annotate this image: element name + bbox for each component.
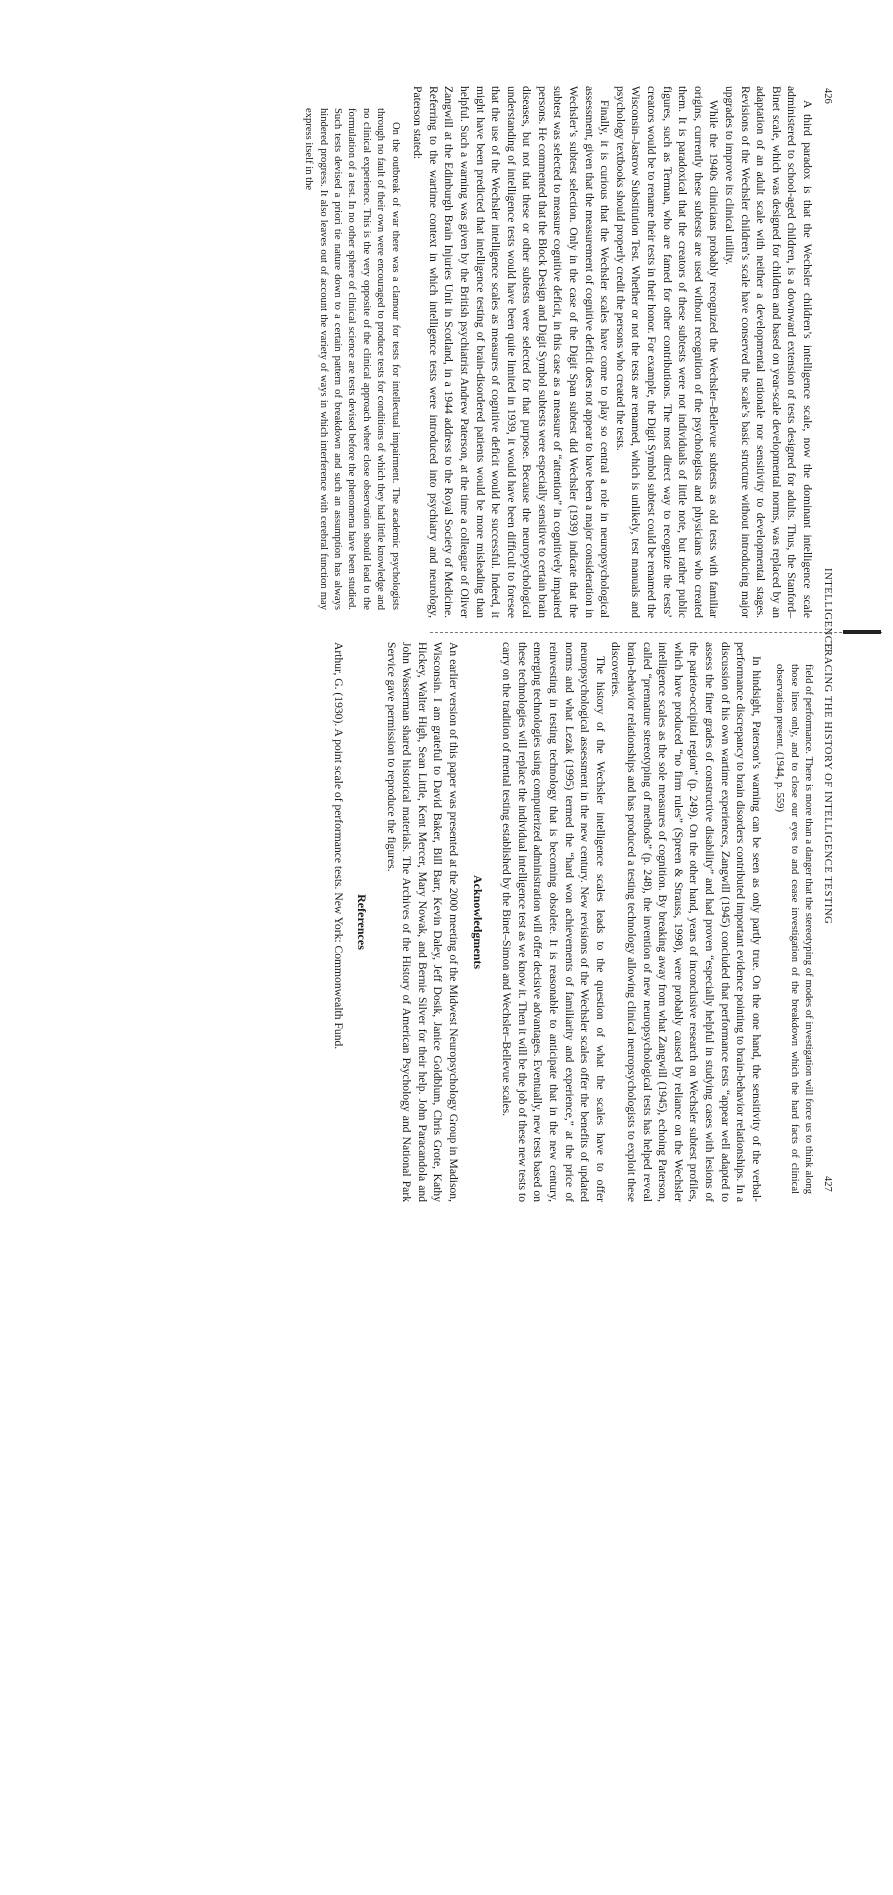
reference-item: Arthur, G. (1930). A point scale of performance tests. New York: Commonwealth Fund. (331, 642, 345, 1050)
quote-paragraph: On the outbreak of war there was a clamour for tests for intellectual impairment. The academic psychologists through no fault of their own were encouraged to produce tests for conditions of which they had little knowledge and no clinical experience. This is the very opposite of the clinical approach where close observation should lead to the formulation of a test. In no other sphere of clinical science are tests devised before the phenomena have been studied. Such tests devised a priori tie nature down to a certain pattern of breakdown and such an assumption has always hindered progress. It also leaves out of account the variety of ways in which interference with cerebral function may express itself in the (303, 108, 401, 610)
right-body-text (330, 642, 815, 1202)
gutter-mark (843, 630, 881, 634)
right-page-number: 427 (822, 1176, 833, 1192)
quote-continuation: field of performance. There is more than a danger that the stereotyping of modes of investigation will force us to think along those lines only, and to close our eyes to and cease investigation of the breakdown which the hard facts of clinical observation present. (1944, p. 559) (774, 664, 814, 1194)
paterson-block-quote (301, 108, 402, 610)
left-paragraph-1: A third paradox is that the Wechsler children’s intelligence scale, now the dominant intelligence scale administered to school-aged children, is a downward extension of tests designed for adults. Thus, the Stanford–Binet scale, which was designed for children and based on year-scale developmental norms, was replaced by an adaptation of an adult scale with neither a developmental rationale nor sensitivity to developmental stages. Revisions of the Wechsler children’s scale have conserved the scale’s basic structure without introducing major upgrades to improve its clinical utility. (723, 86, 814, 618)
quote-continuation-block (772, 664, 815, 1194)
acknowledgments-text: An earlier version of this paper was presented at the 2000 meeting of the Midwest Neuropsychology Group in Madison, Wisconsin. I am grateful to David Baker, Bill Barr, Kevin Daley, Jeff Dosik, Janice Goldblum, Chris Grote, Kathy Hickey, Walter High, Sean Little, Kent Mercer, Mary Nowak, and Bernie Silver for their help. John Paracandola and John Wasserman shared historical materials. The Archives of the History of American Psychology and National Park Service gave permission to reproduce the figures. (384, 642, 461, 1202)
left-body-text (293, 86, 815, 618)
page-gutter-line (430, 632, 882, 633)
right-paragraph-2: The history of the Wechsler intelligence scales leads to the question of what the scales have to offer neuropsychological assessment in the new century. New revisions of the Wechsler scales offer the benefits of updated norms and what Lezak (1995) termed the “hard won achievements of familiarity and experience,” at the price of reinvesting in testing technology that is becoming obsolete. It is reasonable to anticipate that in the new century, emerging technologies using computerized administration will offer decisive advantages. Eventually, new tests based on these technologies will replace the individual intelligence test as we know it. Then it will be the job of these new tests to carry on the tradition of mental testing established by the Binet–Simon and Wechsler–Bellevue scales. (500, 642, 607, 1202)
left-running-head: INTELLIGENCE (822, 568, 833, 651)
acknowledgments-heading: Acknowledgments (470, 874, 485, 969)
left-paragraph-3: Finally, it is curious that the Wechsler scales have come to play so central a role in neuropsychological assessment, given that the measurement of cognitive deficit does not appear to have been a major consideration in Wechsler’s subtest selection. Only in the case of the Digit Span subtest did Wechsler (1939) indicate that the subtest was selected to measure cognitive deficit, in this case as a measure of “attention” in cognitively impaired persons. He commented that the Block Design and Digit Symbol subtests were especially sensitive to certain brain diseases, but not that these or other subtests were selected for that purpose. Because the neuropsychological understanding of intelligence tests would have been quite limited in 1939, it would have been difficult to foresee that the use of the Wechsler intelligence scales as measures of cognitive deficit would be successful. Indeed, it might have been predicted that intelligence testing of brain-disordered patients would be more misleading than helpful. Such a warning was given by the British psychiatrist Andrew Paterson, at the time a colleague of Oliver Zangwill at the Edinburgh Brain Injuries Unit in Scotland, in a 1944 address to the Royal Society of Medicine. Referring to the wartime context in which intelligence tests were introduced into psychiatry and neurology, Paterson stated: (411, 86, 612, 618)
left-paragraph-2: While the 1940s clinicians probably recognized the Wechsler–Bellevue subtests as old tests with familiar origins, currently these subtests are used without recognition of the psychologists and physicians who created them. It is paradoxical that the creators of these subtests were not individuals of little note, but rather public figures, such as Terman, who are famed for other contributions. The most direct way to recognize the tests’ creators would be to rename their tests in their honor. For example, the Digit Symbol subtest could be renamed the Wisconsin–Jastrow Substitution Test. Whether or not the tests are renamed, which is unlikely, test manuals and psychology textbooks should properly credit the persons who created the tests. (613, 86, 721, 618)
right-page (0, 632, 893, 1895)
right-running-head: TRACING THE HISTORY OF INTELLIGENCE TESTING (822, 642, 833, 925)
right-paragraph-1: In hindsight, Paterson’s warning can be seen as only partly true. On the one hand, the sensitivity of the verbal-performance discrepancy to brain disorders contributed important evidence pointing to brain-behavior relationships. In a discussion of his own wartime experiences, Zangwill (1945) concluded that performance tests “appear well adapted to assess the finer grades of constructive disability” and had proven “especially helpful in studying cases with lesions of the parieto-occipital region” (p. 249). On the other hand, years of inconclusive research on Wechsler subtest profiles, which have produced “no firm rules” (Spreen & Strauss, 1998), were probably caused by reliance on the Wechsler intelligence scales as the sole measures of cognition. By breaking away from what Zangwill (1945), echoing Paterson, called “premature stereotyping of methods” (p. 248), the invention of new neuropsychological tests has helped reveal brain-behavior relationships and has produced a testing technology allowing clinical neuropsychologists to exploit these discoveries. (609, 642, 763, 1202)
references-heading: References (355, 894, 370, 950)
left-page-number: 426 (822, 88, 833, 104)
